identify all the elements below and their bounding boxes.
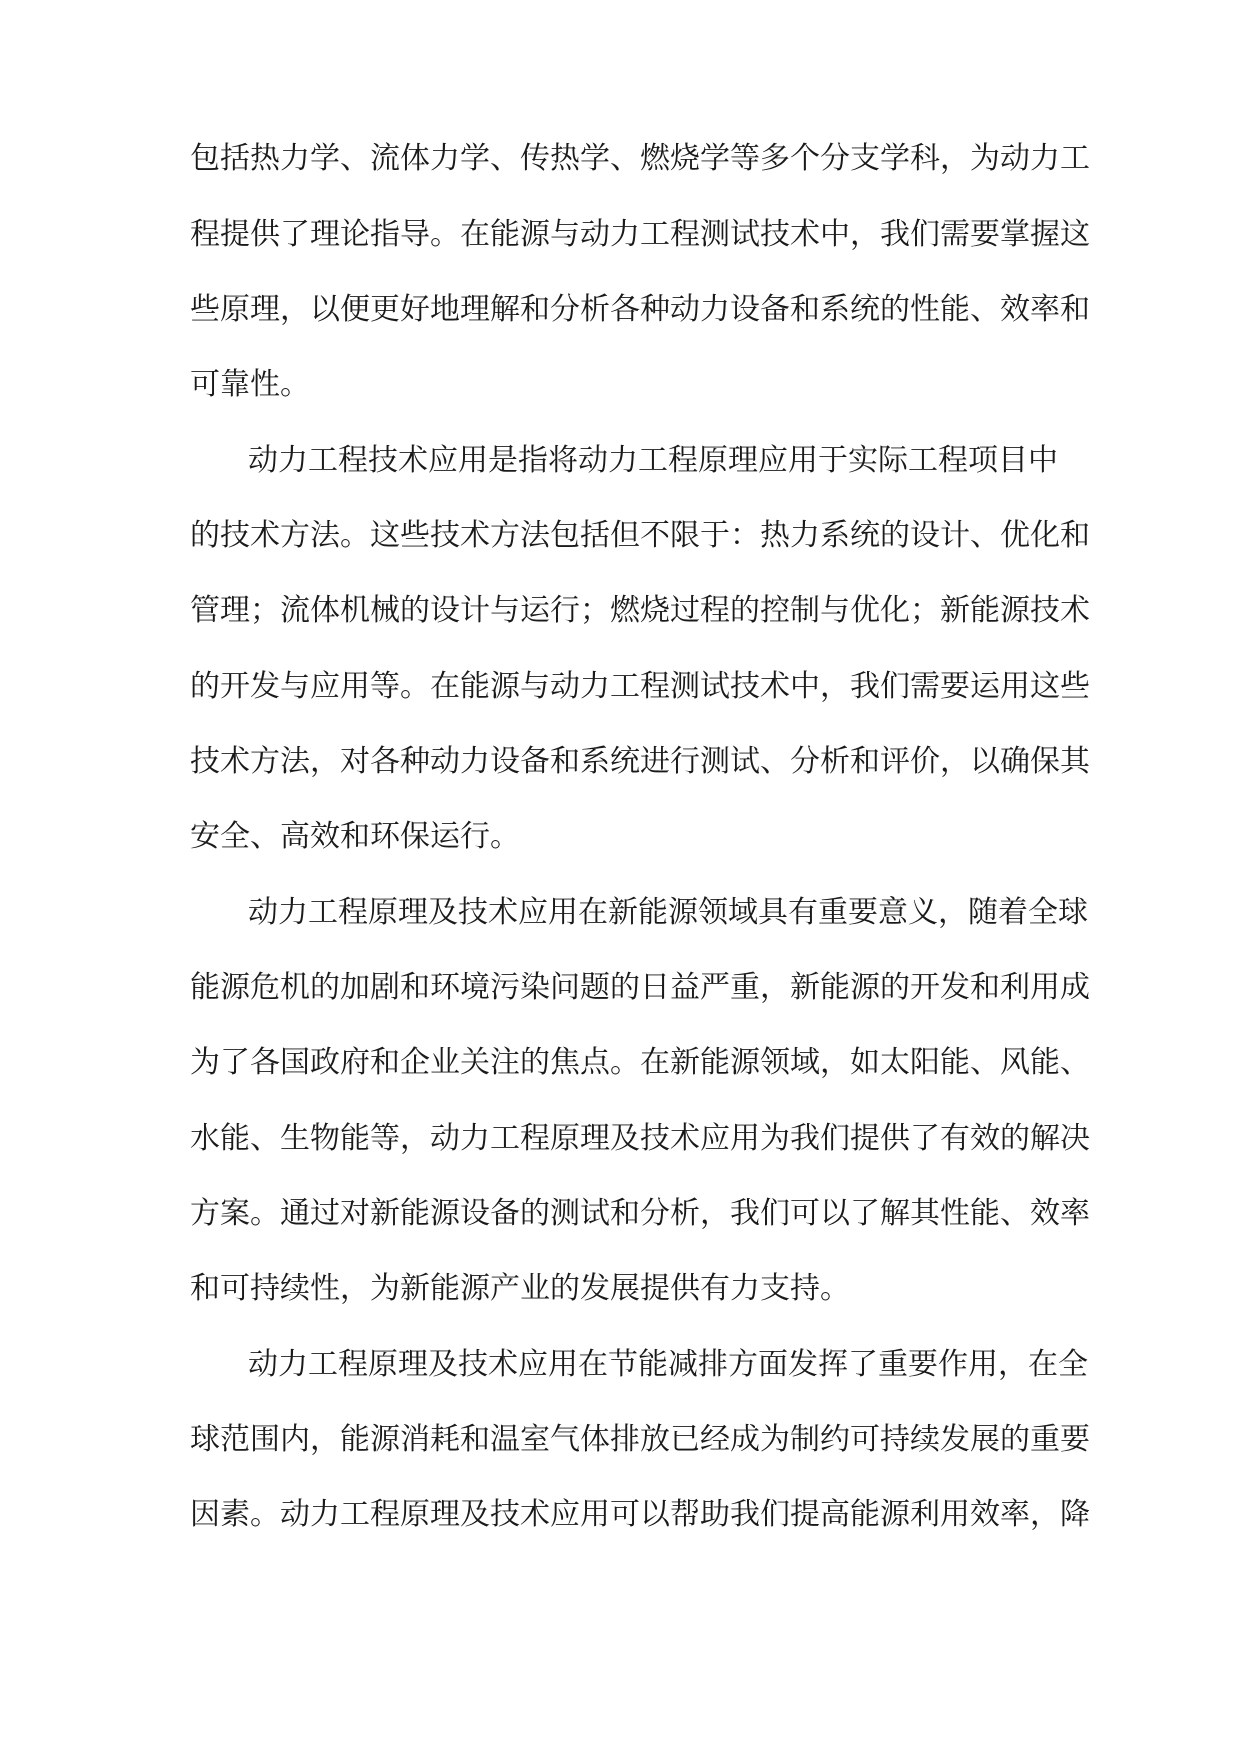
text-line: 水能、生物能等，动力工程原理及技术应用为我们提供了有效的解决 — [190, 1121, 1090, 1156]
text-line: 的开发与应用等。在能源与动力工程测试技术中，我们需要运用这些 — [190, 669, 1090, 704]
paragraph-first-line: 动力工程技术应用是指将动力工程原理应用于实际工程项目中 — [248, 443, 1058, 478]
text-line: 可靠性。 — [190, 367, 310, 402]
text-line: 球范围内，能源消耗和温室气体排放已经成为制约可持续发展的重要 — [190, 1422, 1090, 1457]
paragraph-first-line: 动力工程原理及技术应用在节能减排方面发挥了重要作用，在全 — [248, 1347, 1088, 1382]
text-line: 为了各国政府和企业关注的焦点。在新能源领域，如太阳能、风能、 — [190, 1045, 1090, 1080]
text-line: 能源危机的加剧和环境污染问题的日益严重，新能源的开发和利用成 — [190, 970, 1090, 1005]
text-line: 些原理，以便更好地理解和分析各种动力设备和系统的性能、效率和 — [190, 292, 1090, 327]
text-line: 包括热力学、流体力学、传热学、燃烧学等多个分支学科，为动力工 — [190, 141, 1090, 176]
text-line: 和可持续性，为新能源产业的发展提供有力支持。 — [190, 1271, 850, 1306]
text-line: 因素。动力工程原理及技术应用可以帮助我们提高能源利用效率，降 — [190, 1497, 1090, 1532]
paragraph-first-line: 动力工程原理及技术应用在新能源领域具有重要意义，随着全球 — [248, 895, 1088, 930]
text-line: 的技术方法。这些技术方法包括但不限于：热力系统的设计、优化和 — [190, 518, 1090, 553]
text-line: 安全、高效和环保运行。 — [190, 819, 520, 854]
text-line: 管理；流体机械的设计与运行；燃烧过程的控制与优化；新能源技术 — [190, 593, 1090, 628]
text-line: 技术方法，对各种动力设备和系统进行测试、分析和评价，以确保其 — [190, 744, 1090, 779]
text-line: 程提供了理论指导。在能源与动力工程测试技术中，我们需要掌握这 — [190, 217, 1090, 252]
text-line: 方案。通过对新能源设备的测试和分析，我们可以了解其性能、效率 — [190, 1196, 1090, 1231]
